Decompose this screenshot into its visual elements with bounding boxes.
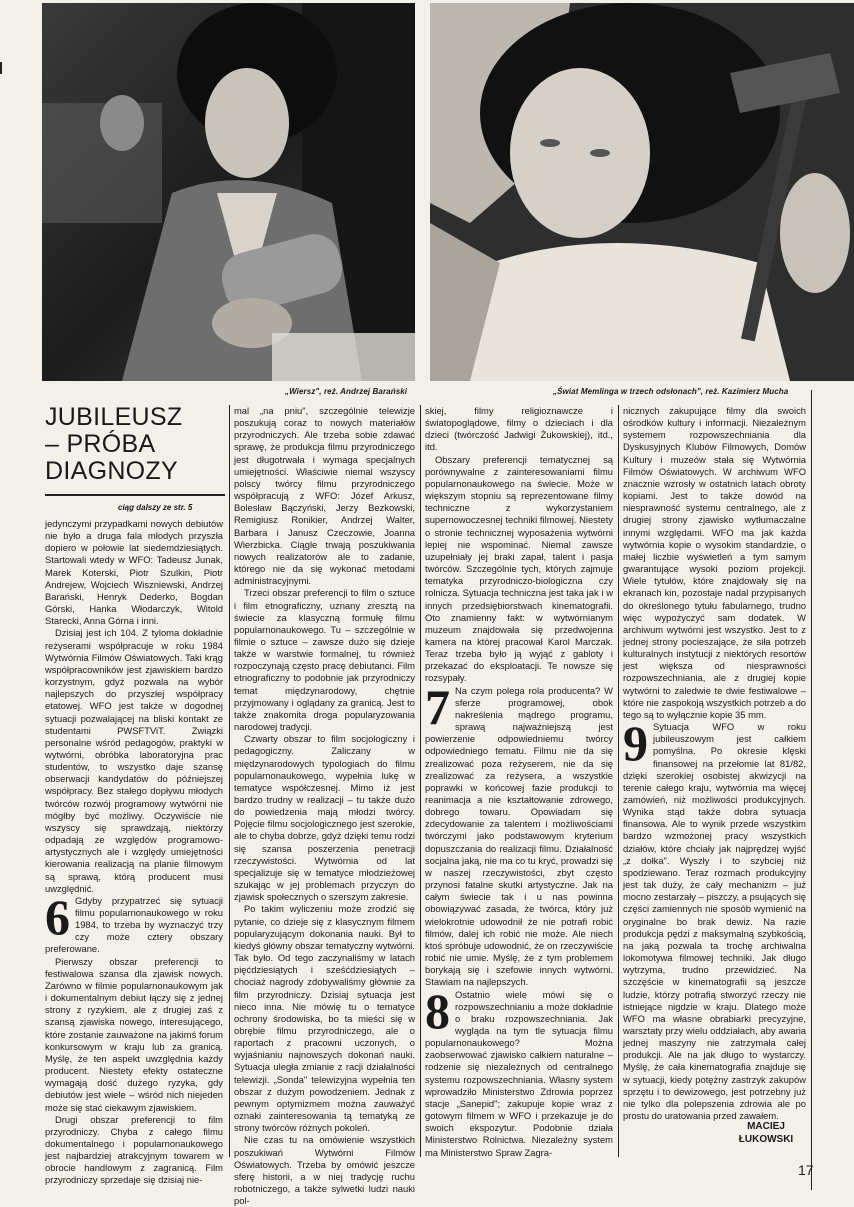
- author-signature: [722, 1120, 810, 1146]
- c4-paragraph: Sytuacja WFO w roku jubileuszowym jest całkiem pomyślna. Po okresie klęski finansowej na przełomie lat 81/82, dzięki szerokiej osobistej akwizycji na terenie całego kraju, wytwórnia ma więcej zamówień, niż możliwości produkcyjnych. Wynika stąd także dobra sytuacja finansowa. Ale to wynik przede wszystkim bardzo wzmożonej pracy wszystkich działów, które chciały jak najprędzej wyjść „z dołka". Wyszły i to szybciej niż spodziewano. Teraz rozmach produkcyjny jest tak duży, że cały mechanizm – już mocno zestarzały – piszczy, a psujących się części zamiennych nie sposób wymienić na oryginalne bo brak dewiz. Na razie produkcja pędzi z maksymalną szybkością, na jaką pozwala ta trochę archiwalna lokomotywa filmowej techniki. Jak długo wytrzyma, trudno przewidzieć. Na szczęście w kinematografii są jeszcze ludzie, którzy potrafią stworzyć rzeczy nie istniejące nigdzie w kraju. Dlatego może WFO ma własne obrabiarki precyzyjne, warsztaty przy wielu oddziałach, aby awaria jednej maszyny nie zatrzymała całej produkcji. Ale na jak długo to wystarczy. Myślę, że cała kinematografia znajduje się w sytuacji, kiedy potężny zastrzyk zakupów sprzętu i to dewizowego, jest potrzebny już nie tylko dla polepszenia zdrowia ale po prostu do uratowania przed zawałem.: [623, 721, 806, 1122]
- title-line-1: JUBILEUSZ: [45, 403, 183, 431]
- c3-section-7: [425, 678, 613, 989]
- section-number-6: 6: [45, 888, 70, 945]
- title-line-3: DIAGNOZY: [45, 457, 178, 485]
- photo-swiat-memlinga-caption: „Świat Memlinga w trzech odsłonach", reż. Kazimierz Mucha: [553, 387, 789, 396]
- column-rule-2: [420, 405, 421, 1157]
- c2-paragraph: Czwarty obszar to film socjologiczny i pedagogiczny. Zaliczany w międzynarodowych typologiach do filmu popularnonaukowego, wypełnia lukę w tematyce współczesnej. Mimo iż jest bardzo trudny w realizacji – tu także dużo do powiedzenia mają młodzi twórcy. Pojęcie filmu socjologicznego jest szerokie, ale to chyba dobrze, gdyż dzięki temu rodzi się szansa poszerzenia penetracji rzeczywistości. Wytwórnia od lat specjalizuje się w tematyce młodzieżowej szukając w jej problemach przyczyn do zjawisk społecznych o szerszym zakresie.: [234, 733, 415, 903]
- article-title: [45, 404, 205, 485]
- photo-wiersz-caption: „Wiersz", reż. Andrzej Barański: [285, 387, 408, 396]
- c3-paragraph: Obszary preferencji tematycznej są porównywalne z zainteresowaniami filmu popularnonaukowego na świecie. Może w większym stopniu są reprezentowane filmy techniczne z wykorzystaniem supernowoczesnej techniki filmowej. Niestety o stronie technicznej wyposażenia wytwórni lepiej nie wspominać. Niemal zawsze uzupełniały jej braki zapał, talent i pasja twórców. Szczególnie tych, których zajmuje tematyka przyrodniczo-biologiczna czy rolnicza. Sytuacja techniczna jest taka jak i w innych przedsiębiorstwach kinematografii. Oto znamienny fakt: w wytwórnianym muzeum znajdowała się przedwojenna kamera na której pracował Karol Marczak. Teraz trzeba było ją wyjąć z gabloty i przekazać do eksploatacji. Te nowsze się rozsypały.: [425, 453, 613, 684]
- photo-swiat-memlinga-image: [430, 3, 854, 381]
- title-line-2: – PRÓBA: [45, 430, 156, 458]
- section-number-8: 8: [425, 982, 450, 1039]
- photo-swiat-memlinga: [430, 3, 854, 381]
- c3-paragraph: Na czym polega rola producenta? W sferze programowej, obok nakreślenia mądrego programu, sprawą najważniejszą jest powierzenie odpowiedniemu twórcy odpowiedniego tematu. Filmu nie da się zrealizować poza reżyserem, nie da się zrealizować za reżysera, a wszystkie poprawki w końcowej fazie produkcji to reanimacja a nie kształtowanie zdrowego, dobrego towaru. Opowiadam się zdecydowanie za talentem i możliwościami twórczymi jako podstawowym kryterium dopuszczania do realizacji filmu. Działalność socjalna jaką, nie ma co tu kryć, prowadzi się w naszej rzeczywistości, zbyt często przynosi fatalne skutki artystyczne. Jak na całym świecie tak i u nas powinna obowiązywać zasada, że twórca, który już wielokrotnie udowodnił że nie potrafi robić filmów, dalej ich robić nie może. Ale niech ktoś spróbuje udowodnić, że on rzeczywiście robić nie umie. Myślę, że z tym problemem borykają się i szefowie innych wytwórni. Stawiam na najlepszych.: [425, 684, 613, 988]
- c1-section-6: [45, 888, 223, 956]
- c3-section-8: [425, 982, 613, 1159]
- c1-paragraph: Gdyby przypatrzeć się sytuacji filmu popularnonaukowego w roku 1984, to trzeba by wyznaczyć trzy czy może cztery obszary preferowane.: [45, 894, 223, 955]
- c3-paragraph: skiej, filmy religioznawcze i światopoglądowe, filmy o dzieciach i dla dzieci (twórczość Jadwigi Żukowskiej), itd., itd.: [425, 405, 613, 453]
- column-3: [425, 405, 613, 1157]
- continued-from-note: ciąg dalszy ze str. 5: [118, 503, 193, 512]
- c2-paragraph: Nie czas tu na omówienie wszystkich poszukiwań Wytwórni Filmów Oświatowych. Trzeba by omówić jeszcze sferę historii, a w niej tradycję ruchu robotniczego, a także sylwetki ludzi nauki pol-: [234, 1134, 415, 1207]
- author-first-name: MACIEJ: [747, 1121, 785, 1132]
- section-number-7: 7: [425, 678, 450, 735]
- c1-paragraph: jedynczymi przypadkami nowych debiutów nie było a druga fala młodych przyszła dopiero w połowie lat siedemdziesiątych. Startowali wtedy w WFO: Tadeusz Junak, Marek Koterski, Piotr Szulkin, Piotr Andrejew, Wojciech Wiszniewski, Andrzej Barański, Henryk Dederko, Bogdan Górski, Hanka Włodarczyk, Witold Starecki, Anna Górna i inni.: [45, 518, 223, 627]
- column-rule-1: [229, 405, 230, 1157]
- c1-paragraph: Dzisiaj jest ich 104. Z tyloma dokładnie reżyserami współpracuje w roku 1984 Wytwórnia Filmów Oświatowych. Taki krąg współpracowników jest zjawiskiem bardzo korzystnym, gdyż pozwala na wybór najlepszych do przyszłej współpracy etatowej. WFO jest także w dogodnej sytuacji pozwalającej na bliski kontakt ze studentami PWSFTViT. Związki personalne wśród pedagogów, praktyki w wytwórni, obróbka laboratoryjna prac studentów, to wszystko daje szansę obserwacji kandydatów do późniejszej współpracy. Bez stałego dopływu młodych twórców rozwój programowy wytwórni nie mógłby być możliwy. Oczywiście nie wszyscy się sprawdzają, niektórzy odpadają ze względów programowo-artystycznych ale i względy umiejętności kierowania realizacją na planie filmowym są sprawą, którą producent musi uwzględnić.: [45, 627, 223, 894]
- c1-paragraph: Pierwszy obszar preferencji to festiwalowa szansa dla zjawisk nowych. Zarówno w filmie popularnonaukowym jak i dokumentalnym debiut łączy się z jednej strony z ryzykiem, ale z drugiej zaś z szansą zjawiska nowego, interesującego, które zostanie zauważone na jakimś forum konkursowym w kraju lub za granicą. Myślę, że ten aspekt uwzględnia każdy producent. Niestety efekty ostateczne wymagają dość dużego ryzyka, gdy debiutów jest wiele – wśród nich niejeden może się stać ciekawym zjawiskiem.: [45, 955, 223, 1113]
- right-edge-rule: [811, 390, 812, 1190]
- c2-paragraph: Trzeci obszar preferencji to film o sztuce i film etnograficzny, uznany zresztą na świecie za klasyczną formułę filmu popularnonaukowego. Tu – szczególnie w filmie o sztuce – zawsze dużo się dzieje także w warstwie formalnej, tu również rozpoczynają często pracę debiutanci. Film etnograficzny to podobnie jak przyrodniczy temat międzynarodowy, chętnie przyjmowany i oglądany za granicą. Jest to także znakomita droga popularyzowania narodowej tradycji.: [234, 587, 415, 733]
- c1-paragraph: Drugi obszar preferencji to film przyrodniczy. Chyba z całego filmu dokumentalnego i popularnonaukowego jest najbardziej atrakcyjnym towarem w obrocie handlowym z zagranicą. Film przyrodniczy sprzedaje się dzisiaj nie-: [45, 1113, 223, 1186]
- section-number-9: 9: [623, 715, 648, 772]
- column-rule-3: [618, 405, 619, 1157]
- column-4: [623, 405, 806, 1122]
- page-edge-mark: [0, 62, 7, 74]
- c2-paragraph: Po takim wyliczeniu może zrodzić się pytanie, co dzieje się z klasycznym filmem popularyzującym dokonania nauki. Był to kiedyś główny obszar tematyczny wytwórni. Tak było. Od tego zaczynaliśmy w latach pięćdziesiątych i sześćdziesiątych – chociaż nagrody zdobywaliśmy głównie za film przyrodniczy. Dzisiaj sytuacja jest nieco inna. Nie mówię tu o tematyce ochrony środowiska, bo ta mieści się w obrębie filmu przyrodniczego, ale o raportach z pracowni uczonych, o wyjaśnianiu najnowszych dokonań nauki. Sytuacja uległa zmianie z racji działalności telewizji. „Sonda" telewizyjna wypełnia ten obszar z dużym powodzeniem. Jednak z pewnym optymizmem można zauważyć oznaki zainteresowania tą tematyką ze strony twórców różnych pokoleń.: [234, 903, 415, 1134]
- c4-paragraph: nicznych zakupujące filmy dla swoich ośrodków kultury i informacji. Niezależnym systemem rozpowszechniania dla Dyskusyjnych Klubów Filmowych, Domów Kultury i muzeów stała się Wytwórnia Filmów Oświatowych. W archiwum WFO znacznie wzrosły w ostatnich latach obroty kopiami. Jest to także dowód na niesprawność systemu centralnego, ale z drugiej strony zjawisko wytłumaczalne innymi względami. WFO ma jak każda wytwórnia kopie o wysokim standardzie, o małej liczbie wyświetleń a tym samym gwarantujące wysoki poziom projekcji. Wiele tytułów, które znajdowały się na ekranach kin, pozostaje nadal przypisanych do określonego tytułu fabularnego, trudno więc wypożyczyć sam dodatek. W archiwum wytwórni jest wszystko. Jest to z jednej strony pocieszające, że siła potrzeb kulturalnych instytucji z niektórych resortów jest większa od niesprawności rozpowszechniania, ale z drugiej kopie wytwórni to zaledwie te dwie festiwalowe – które nie zaspokoją wszystkich potrzeb a do tego są to wyłącznie kopie 35 mm.: [623, 405, 806, 720]
- column-2: [234, 405, 415, 1207]
- c4-section-9: [623, 715, 806, 1122]
- c2-paragraph: mal „na pniu", szczególnie telewizje poszukują coraz to nowych materiałów przyrodniczych. Ale trzeba sobie zdawać sprawę, że produkcja filmu przyrodniczego jest długotrwała i wymaga specjalnych umiejętności. Właściwie niemal wszyscy polscy twórcy filmu przyrodniczego współpracują z WFO: Józef Arkusz, Bolesław Bączyński, Jerzy Bezkowski, Remigiusz Ronikier, Andrzej Walter, Barbara i Janusz Czeczowie, Joanna Wierzbicka. Ciągle trwają poszukiwania nowych realizatorów ale to zadanie, którego nie da się wykonać metodami administracyjnymi.: [234, 405, 415, 587]
- title-rule: [45, 494, 225, 496]
- c3-paragraph: Ostatnio wiele mówi się o rozpowszechnianiu a może dokładnie o braku rozpowszechniania. Jak wygląda na tym tle sytuacja filmu popularnonaukowego? Można zaobserwować zjawisko całkiem naturalne – rodzenie się niezależnych od centralnego systemu rozpowszechniania. Własny system wprowadziło Ministerstwo Zdrowia poprzez stacje „Sanepid"; zakupuje kopie wraz z gotowym filmem w WFO i przekazuje je do swoich ekspozytur. Podobnie działa Ministerstwo Rolnictwa. Niezależny system ma Ministerstwo Spraw Zagra-: [425, 988, 613, 1158]
- photo-wiersz-image: [42, 3, 415, 381]
- column-1: [45, 518, 223, 1186]
- page-number: 17: [798, 1162, 814, 1178]
- author-last-name: ŁUKOWSKI: [738, 1134, 794, 1145]
- photo-wiersz: [42, 3, 415, 381]
